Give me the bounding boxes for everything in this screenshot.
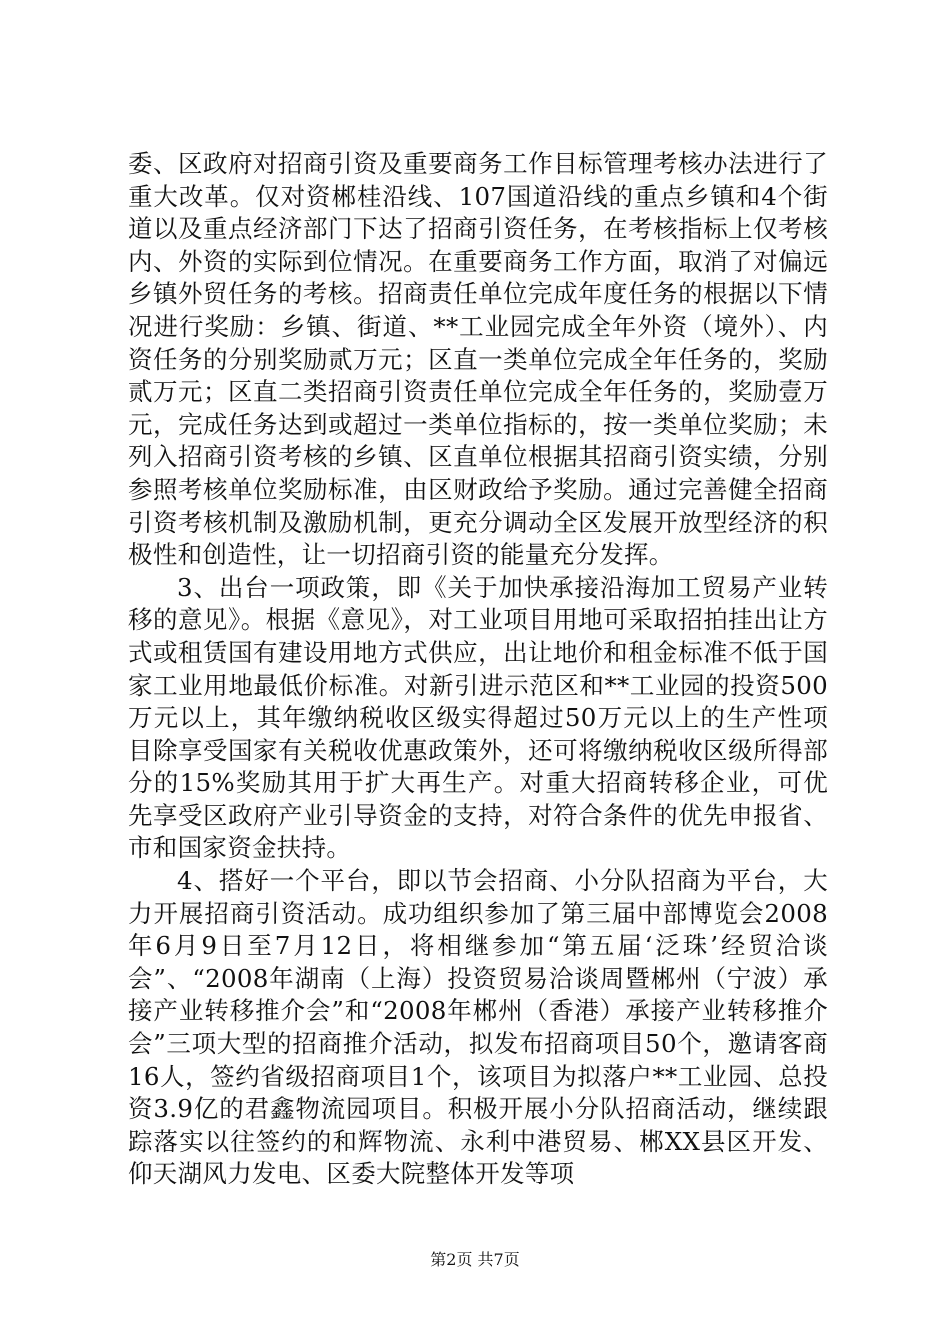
document-body xyxy=(128,148,828,1191)
paragraph-policy: 3、出台一项政策，即《关于加快承接沿海加工贸易产业转移的意见》。根据《意见》，对工业项目用地可采取招拍挂出让方式或租赁国有建设用地方式供应，出让地价和租金标准不低于国家工业用地最低价标准。对新引进示范区和**工业园的投资500万元以上，其年缴纳税收区级实得超过50万元以上的生产性项目除享受国家有关税收优惠政策外，还可将缴纳税收区级所得部分的15%奖励其用于扩大再生产。对重大招商转移企业，可优先享受区政府产业引导资金的支持，对符合条件的优先申报省、市和国家资金扶持。 xyxy=(128,572,828,863)
page-footer xyxy=(0,1250,950,1270)
page-number: 第2页 xyxy=(430,1250,473,1269)
paragraph-continuation: 委、区政府对招商引资及重要商务工作目标管理考核办法进行了重大改革。仅对资郴桂沿线、107国道沿线的重点乡镇和4个街道以及重点经济部门下达了招商引资任务，在考核指标上仅考核内、外资的实际到位情况。在重要商务工作方面，取消了对偏远乡镇外贸任务的考核。招商责任单位完成年度任务的根据以下情况进行奖励：乡镇、街道、**工业园完成全年外资（境外）、内资任务的分别奖励贰万元；区直一类单位完成全年任务的，奖励贰万元；区直二类招商引资责任单位完成全年任务的，奖励壹万元，完成任务达到或超过一类单位指标的，按一类单位奖励；未列入招商引资考核的乡镇、区直单位根据其招商引资实绩，分别参照考核单位奖励标准，由区财政给予奖励。通过完善健全招商引资考核机制及激励机制，更充分调动全区发展开放型经济的积极性和创造性，让一切招商引资的能量充分发挥。 xyxy=(128,149,828,570)
page-total: 共7页 xyxy=(477,1250,520,1269)
paragraph-platform: 4、搭好一个平台，即以节会招商、小分队招商为平台，大力开展招商引资活动。成功组织参加了第三届中部博览会2008年6月9日至7月12日，将相继参加“第五届‘泛珠’经贸洽谈会”、“2008年湖南（上海）投资贸易洽谈周暨郴州（宁波）承接产业转移推介会”和“2008年郴州（香港）承接产业转移推介会”三项大型的招商推介活动，拟发布招商项目50个，邀请客商16人，签约省级招商项目1个，该项目为拟落户**工业园、总投资3.9亿的君鑫物流园项目。积极开展小分队招商活动，继续跟踪落实以往签约的和辉物流、永利中港贸易、郴XX县区开发、仰天湖风力发电、区委大院整体开发等项 xyxy=(128,866,828,1189)
